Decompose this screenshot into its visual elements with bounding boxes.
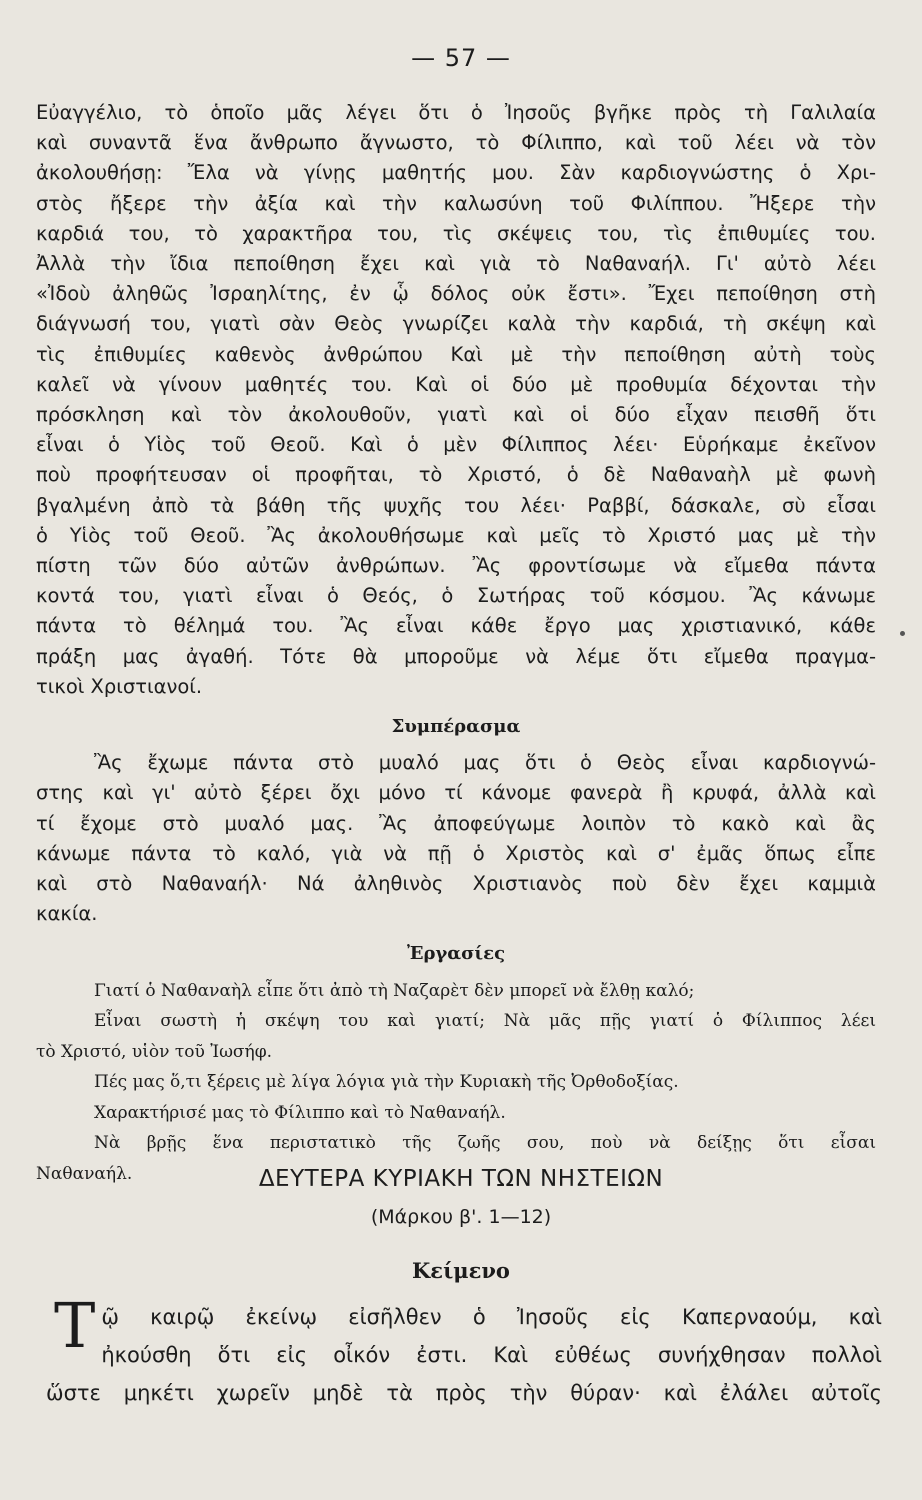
text-line: πάντα τὸ θέλημά του. Ἂς εἶναι κάθε ἔργο μας χριστιανικό, κάθε [36, 614, 876, 638]
gospel-line: ἠκούσθη ὅτι εἰς οἶκόν ἐστι. Καὶ εὐθέως συνήχθησαν πολλοὶ [101, 1343, 882, 1367]
scripture-reference: (Μάρκου β'. 1—12) [370, 1206, 552, 1228]
text-line: διάγνωσή του, γιατὶ σὰν Θεὸς γνωρίζει καλὰ τὴν καρδιά, τὴ σκέψη καὶ [36, 312, 876, 336]
text-line: Ἀλλὰ τὴν ἴδια πεποίθηση ἔχει καὶ γιὰ τὸ Ναθαναήλ. Γι' αὐτὸ λέει [36, 252, 876, 276]
text-line: βγαλμένη ἀπὸ τὰ βάθη τῆς ψυχῆς του λέει· Ραββί, δάσκαλε, σὺ εἶσαι [36, 493, 876, 517]
gospel-line: ῷ καιρῷ ἐκείνῳ εἰσῆλθεν ὁ Ἰησοῦς εἰς Καπερναούμ, καὶ [101, 1305, 882, 1329]
exercise-item: Πές μας ὅ,τι ξέρεις μὲ λίγα λόγια γιὰ τὴν Κυριακὴ τῆς Ὀρθοδοξίας. [94, 1072, 679, 1093]
text-line: τὶς ἐπιθυμίες καθενὸς ἀνθρώπου Καὶ μὲ τὴν πεποίθηση αὐτὴ τοὺς [36, 342, 876, 366]
text-line: κακία. [36, 902, 98, 926]
main-text-block [36, 98, 876, 1189]
exercise-item-continued: Ναθαναήλ. [36, 1163, 133, 1184]
commentary-paragraph [36, 98, 876, 702]
text-line: καρδιά του, τὸ χαρακτῆρα του, τὶς σκέψεις του, τὶς ἐπιθυμίες του. [36, 221, 876, 245]
exercises-list [36, 976, 876, 1190]
exercises-heading: Ἐργασίες [406, 943, 506, 965]
text-line: τικοὶ Χριστιανοί. [36, 674, 203, 698]
conclusion-heading: Συμπέρασμα [391, 716, 521, 738]
text-line: καὶ συναντᾶ ἕνα ἄνθρωπο ἄγνωστο, τὸ Φίλιππο, καὶ τοῦ λέει νὰ τὸν [36, 131, 876, 155]
text-line: καὶ στὸ Ναθαναήλ· Νά ἀληθινὸς Χριστιανὸς ποὺ δὲν ἔχει καμμιὰ [36, 872, 876, 896]
text-line: κάνωμε πάντα τὸ καλό, γιὰ νὰ πῇ ὁ Χριστὸς καὶ σ' ἐμᾶς ὅπως εἶπε [36, 841, 876, 865]
drop-cap: Τ [54, 1289, 96, 1362]
text-heading: Κείμενο [412, 1258, 510, 1283]
gospel-text [46, 1289, 882, 1412]
text-line: πρόσκληση καὶ τὸν ἀκολουθοῦν, γιατὶ καὶ οἱ δύο εἶχαν πεισθῆ ὅτι [36, 403, 876, 427]
text-line: εἶναι ὁ Υἱὸς τοῦ Θεοῦ. Καὶ ὁ μὲν Φίλιππος λέει· Εὑρήκαμε ἐκεῖνον [36, 433, 876, 457]
exercise-item: Νὰ βρῇς ἕνα περιστατικὸ τῆς ζωῆς σου, ποὺ νὰ δείξῃς ὅτι εἶσαι [94, 1133, 876, 1154]
section-title: ΔΕΥΤΕΡΑ ΚΥΡΙΑΚΗ ΤΩΝ ΝΗΣΤΕΙΩΝ [258, 1166, 664, 1192]
text-line: Εὐαγγέλιο, τὸ ὁποῖο μᾶς λέγει ὅτι ὁ Ἰησοῦς βγῆκε πρὸς τὴ Γαλιλαία [36, 101, 876, 124]
text-line: στὸς ἤξερε τὴν ἀξία καὶ τὴν καλωσύνη τοῦ Φιλίππου. Ἤξερε τὴν [36, 191, 876, 215]
exercise-item: Χαρακτήρισέ μας τὸ Φίλιππο καὶ τὸ Ναθαναήλ. [94, 1102, 506, 1123]
text-line: κοντά του, γιατὶ εἶναι ὁ Θεός, ὁ Σωτήρας τοῦ κόσμου. Ἂς κάνωμε [36, 584, 876, 608]
exercise-item: Γιατί ὁ Ναθαναὴλ εἶπε ὅτι ἀπὸ τὴ Ναζαρὲτ δὲν μπορεῖ νὰ ἔλθῃ καλό; [94, 980, 695, 1001]
text-line: στης καὶ γι' αὐτὸ ξέρει ὄχι μόνο τί κάνομε φανερὰ ἢ κρυφά, ἀλλὰ καὶ [36, 781, 876, 805]
text-line: ποὺ προφήτευσαν οἱ προφῆται, τὸ Χριστό, ὁ δὲ Ναθαναὴλ μὲ φωνὴ [36, 463, 876, 487]
conclusion-paragraph [36, 748, 876, 929]
margin-mark [900, 631, 905, 636]
text-line: ἀκολουθήσῃ: Ἔλα νὰ γίνῃς μαθητής μου. Σὰν καρδιογνώστης ὁ Χρι- [36, 161, 876, 185]
page-number: — 57 — [411, 44, 511, 72]
text-line: ὁ Υἱὸς τοῦ Θεοῦ. Ἂς ἀκολουθήσωμε καὶ μεῖς τὸ Χριστό μας μὲ τὴν [36, 523, 876, 547]
text-line: Ἂς ἔχωμε πάντα στὸ μυαλό μας ὅτι ὁ Θεὸς εἶναι καρδιογνώ- [94, 751, 876, 775]
text-line: καλεῖ νὰ γίνουν μαθητές του. Καὶ οἱ δύο μὲ προθυμία δέχονται τὴν [36, 372, 876, 396]
exercise-item: Εἶναι σωστὴ ἡ σκέψη του καὶ γιατί; Νὰ μᾶς πῇς γιατί ὁ Φίλιππος λέει [94, 1011, 876, 1032]
text-line: πίστη τῶν δύο αὐτῶν ἀνθρώπων. Ἂς φροντίσωμε νὰ εἴμεθα πάντα [36, 554, 876, 578]
text-line: τί ἔχομε στὸ μυαλό μας. Ἂς ἀποφεύγωμε λοιπὸν τὸ κακὸ καὶ ἂς [36, 811, 876, 835]
text-line: «Ἰδοὺ ἀληθῶς Ἰσραηλίτης, ἐν ᾧ δόλος οὐκ ἔστι». Ἔχει πεποίθηση στὴ [36, 282, 876, 306]
text-line: πράξη μας ἀγαθή. Τότε θὰ μποροῦμε νὰ λέμε ὅτι εἴμεθα πραγμα- [36, 644, 876, 668]
gospel-line: ὥστε μηκέτι χωρεῖν μηδὲ τὰ πρὸς τὴν θύραν· καὶ ἐλάλει αὐτοῖς [46, 1381, 882, 1405]
exercise-item-continued: τὸ Χριστό, υἱὸν τοῦ Ἰωσήφ. [36, 1041, 273, 1062]
